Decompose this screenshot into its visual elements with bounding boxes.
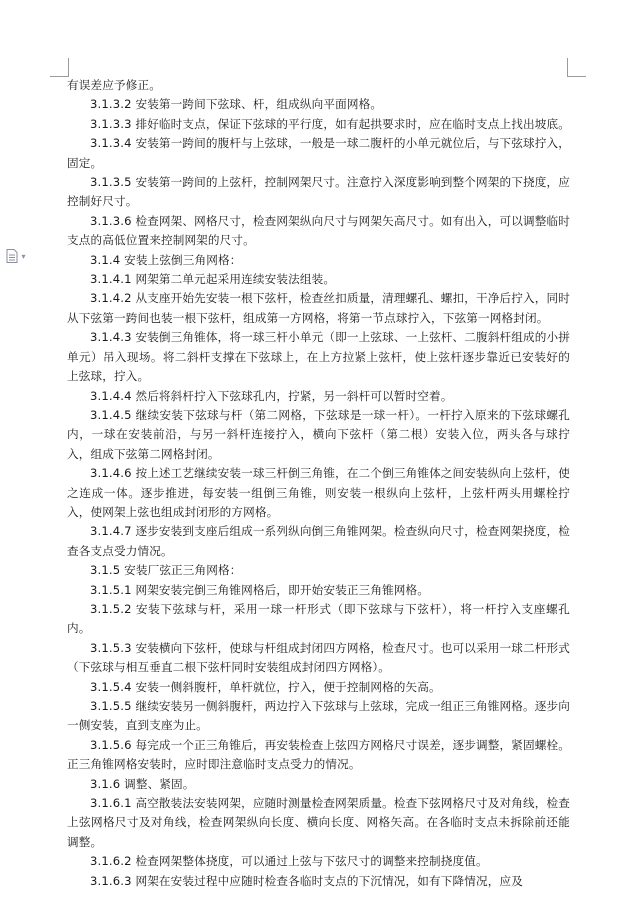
paragraph: 3.1.3.6 检查网架、网格尺寸，检查网架纵向尺寸与网架矢高尺寸。如有出入，可以调整临时支点的高低位置来控制网架的尺寸。	[67, 213, 570, 248]
document-icon[interactable]	[6, 249, 30, 263]
paragraph: 3.1.3.5 安装第一跨间的上弦杆，控制网架尺寸。注意拧入深度影响到整个网架的下挠度，应控制好尺寸。	[67, 175, 570, 209]
paragraph: 3.1.6 调整、紧固。	[90, 776, 195, 791]
document-body	[67, 76, 570, 891]
paragraph: 有误差应予修正。	[67, 78, 161, 92]
chevron-down-icon: ▾	[21, 252, 26, 261]
paragraph: 3.1.4.7 逐步安装到支座后组成一系列纵向倒三角锥网架。检查纵向尺寸，检查网架挠度，检查各支点受力情况。	[67, 524, 570, 558]
paragraph: 3.1.4.2 从支座开始先安装一根下弦杆，检查丝扣质量，清理螺孔、螺扣，干净后拧入，同时从下弦第一跨间也装一根下弦杆，组成第一方网格，将第一节点球拧入，下弦第一网格封闭。	[67, 291, 570, 325]
paragraph: 3.1.5.5 继续安装另一侧斜腹杆，两边拧入下弦球与上弦球，完成一组正三角锥网格。逐步向一侧安装，直到支座为止。	[67, 699, 570, 733]
paragraph: 3.1.4.4 然后将斜杆拧入下弦球孔内，拧紧，另一斜杆可以暂时空着。	[90, 388, 453, 403]
paragraph: 3.1.4.3 安装倒三角锥体，将一球三杆小单元（即一上弦球、一上弦杆、二腹斜杆组成的小拼单元）吊入现场。将二斜杆支撑在下弦球上，在上方拉紧上弦杆，使上弦杆逐步靠近已安装好的上弦球，拧入。	[67, 330, 570, 384]
paragraph: 3.1.3.4 安装第一跨间的腹杆与上弦球，一般是一球二腹杆的小单元就位后，与下弦球拧入，固定。	[67, 136, 570, 170]
paragraph: 3.1.5.2 安装下弦球与杆，采用一球一杆形式（即下弦球与下弦杆），将一杆拧入支座螺孔内。	[67, 601, 570, 636]
paragraph: 3.1.6.1 高空散装法安装网架，应随时测量检查网架质量。检查下弦网格尺寸及对角线，检查上弦网格尺寸及对角线，检查网架纵向长度、横向长度、网格矢高。在各临时支点未拆除前还能调整。	[67, 796, 570, 849]
paragraph: 3.1.6.3 网架在安装过程中应随时检查各临时支点的下沉情况，如有下降情况，应及	[90, 873, 523, 888]
paragraph: 3.1.4.1 网架第二单元起采用连续安装法组装。	[90, 272, 336, 287]
crop-mark-top-left	[50, 58, 69, 77]
paragraph: 3.1.4.5 继续安装下弦球与杆（第二网格，下弦球是一球一杆）。一杆拧入原来的下弦球螺孔内，一球在安装前沿，与另一斜杆连接拧入，横向下弦杆（第二根）安装入位，两头各与球拧入，组成下弦第二网格封闭。	[67, 407, 570, 461]
paragraph: 3.1.3.2 安装第一跨间下弦球、杆，组成纵向平面网格。	[90, 97, 383, 112]
paragraph: 3.1.4 安装上弦倒三角网格：	[90, 252, 242, 267]
paragraph: 3.1.5.4 安装一侧斜腹杆，单杆就位，拧入，便于控制网格的矢高。	[90, 679, 441, 694]
crop-mark-top-right	[567, 58, 586, 77]
paragraph: 3.1.6.2 检查网架整体挠度，可以通过上弦与下弦尺寸的调整来控制挠度值。	[90, 854, 488, 869]
paragraph: 3.1.5.1 网架安装完倒三角锥网格后，即开始安装正三角锥网格。	[90, 582, 430, 597]
paragraph: 3.1.5.3 安装横向下弦杆，使球与杆组成封闭四方网格，检查尺寸。也可以采用一球二杆形式（下弦球与相互垂直二根下弦杆同时安装组成封闭四方网格）。	[67, 640, 570, 675]
paragraph: 3.1.5 安装厂弦正三角网格：	[90, 563, 242, 578]
paragraph: 3.1.3.3 排好临时支点，保证下弦球的平行度，如有起拱要求时，应在临时支点上找出坡底。	[90, 116, 570, 131]
paragraph: 3.1.4.6 按上述工艺继续安装一球三杆倒三角锥，在二个倒三角锥体之间安装纵向上弦杆，使之连成一体。逐步推进，每安装一组倒三角锥，则安装一根纵向上弦杆，上弦杆两头用螺栓拧入，使网架上弦也组成封闭形的方网格。	[67, 466, 570, 519]
paragraph: 3.1.5.6 每完成一个正三角锥后，再安装检查上弦四方网格尺寸误差，逐步调整，紧固螺栓。正三角锥网格安装时，应时即注意临时支点受力的情况。	[67, 737, 570, 772]
